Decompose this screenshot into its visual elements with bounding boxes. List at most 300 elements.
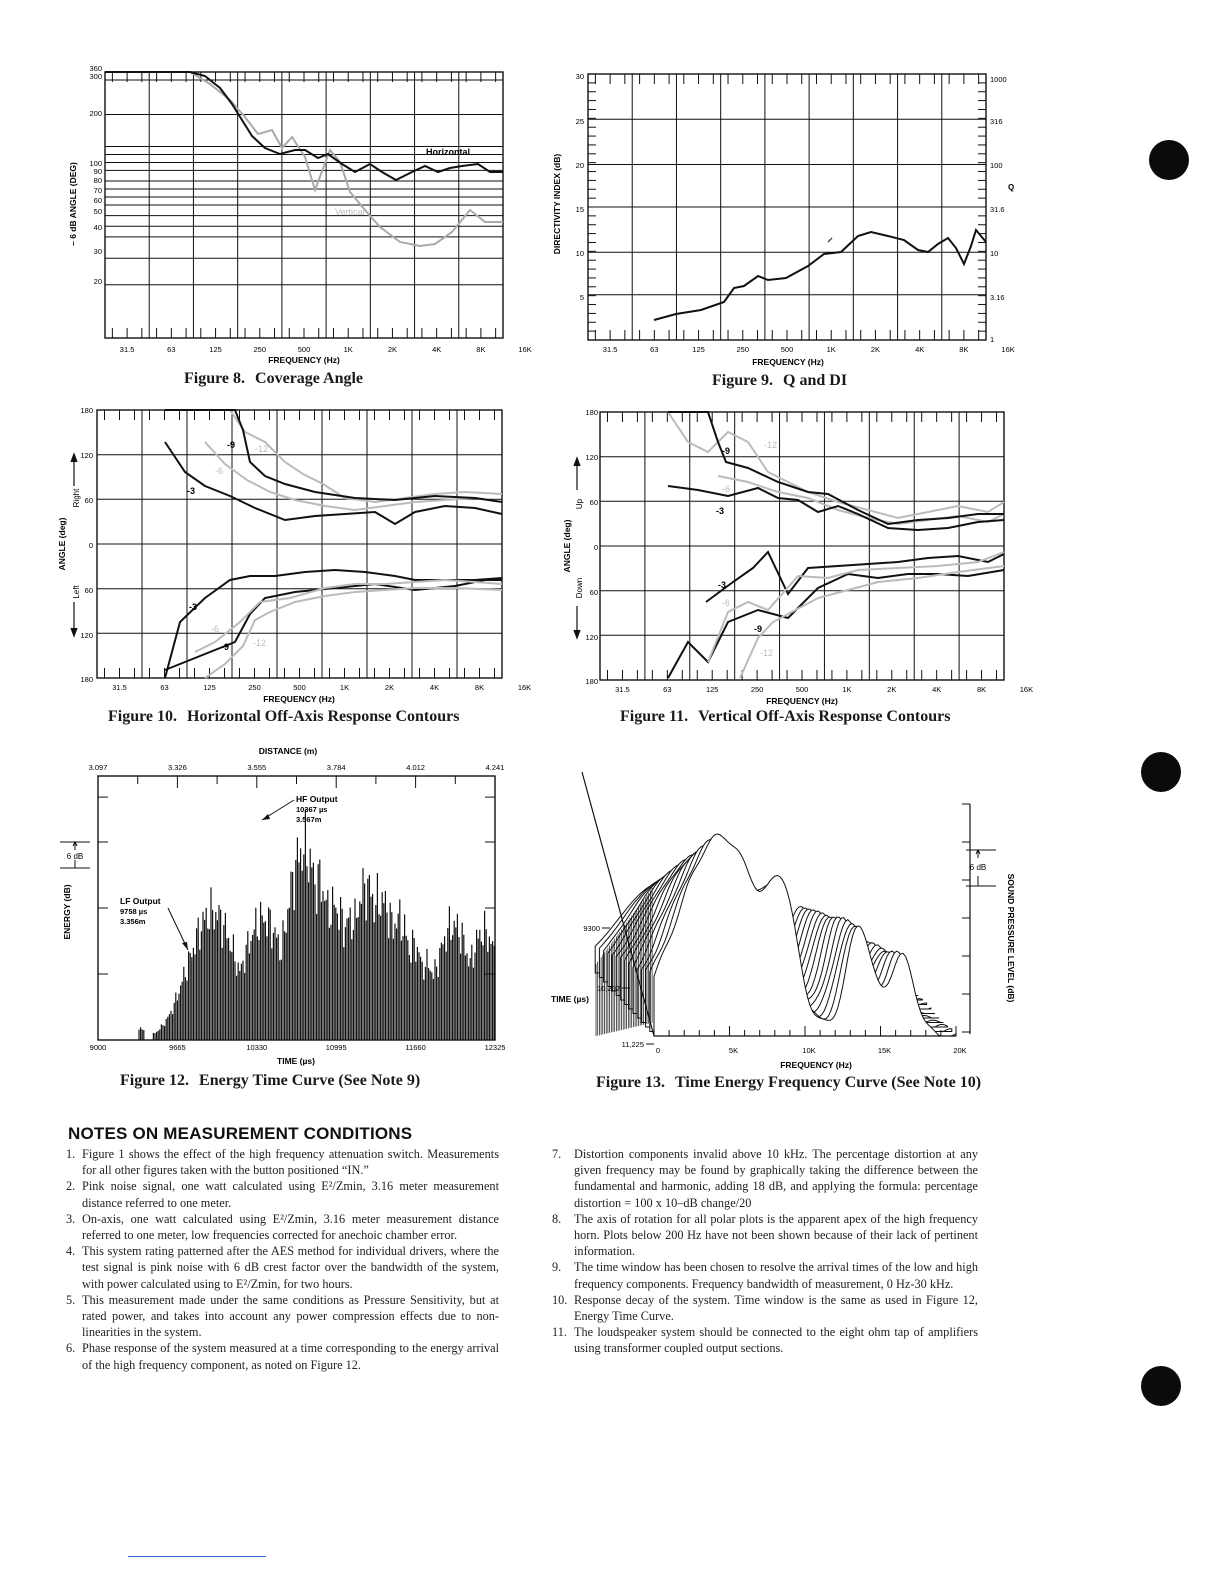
x-tick: 10K <box>802 1046 816 1055</box>
energy-bar <box>406 936 407 1040</box>
energy-bar <box>180 985 181 1040</box>
x-tick: 125 <box>209 345 222 354</box>
energy-bar <box>430 971 431 1040</box>
energy-bar <box>476 930 477 1040</box>
energy-bar <box>218 905 219 1040</box>
energy-bar <box>377 873 378 1040</box>
x-tick: 16K <box>517 683 532 692</box>
energy-bar <box>217 920 218 1040</box>
energy-bar <box>330 925 331 1040</box>
note-item <box>66 1211 499 1243</box>
caption-title: Time Energy Frequency Curve (See Note 10) <box>675 1074 982 1091</box>
caption-title: Q and DI <box>783 372 848 389</box>
contour-label-9-lower: -9 <box>754 624 763 634</box>
figure-8-plot <box>60 62 532 372</box>
energy-bar <box>489 936 490 1040</box>
x-tick: 0 <box>655 1046 661 1055</box>
note-item <box>66 1178 499 1210</box>
energy-bar <box>474 953 475 1040</box>
energy-bar <box>466 953 467 1040</box>
energy-bar <box>351 939 352 1040</box>
caption-number: Figure 13. <box>596 1074 666 1091</box>
x-tick: 20K <box>953 1046 967 1055</box>
x-tick: 125 <box>692 345 705 354</box>
energy-bar <box>404 914 405 1040</box>
energy-bar <box>455 927 456 1040</box>
y-axis-label: ANGLE (deg) <box>562 519 572 573</box>
note-number: 4. <box>66 1244 76 1259</box>
energy-bar <box>367 879 368 1040</box>
energy-bar <box>242 961 243 1040</box>
energy-bar <box>319 860 320 1040</box>
energy-bar <box>298 862 299 1040</box>
note-text: Figure 1 shows the effect of the high frequency attenuation switch. Measurements for all other figures taken with the button positioned “IN.” <box>82 1147 499 1178</box>
energy-bar <box>172 1014 173 1040</box>
x-tick: 1K <box>826 345 836 354</box>
contour-label-9-upper: -9 <box>227 440 236 450</box>
energy-bar <box>276 938 277 1040</box>
energy-bar <box>415 962 416 1040</box>
energy-bar <box>383 903 384 1040</box>
note-number: 3. <box>66 1211 76 1226</box>
contour-label-12-upper: -12 <box>255 444 269 454</box>
energy-bar <box>374 922 375 1040</box>
contour-label-12-lower: -12 <box>253 638 267 648</box>
x-tick: 125 <box>705 685 719 694</box>
energy-bar <box>326 900 327 1040</box>
time-tick: 9300 <box>583 924 600 933</box>
contour-12-upper <box>668 412 1004 518</box>
note-item <box>552 1259 978 1291</box>
energy-bar <box>226 938 227 1040</box>
energy-bar <box>182 982 183 1040</box>
energy-bar <box>492 941 493 1040</box>
time-tick: 10,202 <box>597 984 620 993</box>
energy-bar <box>244 973 245 1040</box>
energy-bar <box>375 905 376 1040</box>
x-tick: 1K <box>842 685 852 694</box>
caption-number: Figure 8. <box>184 370 246 387</box>
y-tick: 200 <box>89 109 102 118</box>
energy-bar <box>322 891 323 1040</box>
x-tick: 250 <box>248 683 261 692</box>
energy-bar <box>468 966 469 1040</box>
note-item <box>552 1211 978 1260</box>
energy-bar <box>479 930 480 1040</box>
x-tick: 63 <box>167 345 176 354</box>
notes-heading: NOTES ON MEASUREMENT CONDITIONS <box>68 1124 413 1143</box>
energy-bar <box>433 979 434 1040</box>
contour-label-3-lower: -3 <box>189 602 198 612</box>
energy-bar <box>428 968 429 1040</box>
x-tick: 500 <box>297 345 311 354</box>
energy-bar <box>161 1024 162 1040</box>
lf-line-1: LF Output <box>120 896 161 906</box>
energy-bar <box>223 925 224 1040</box>
energy-bar <box>446 952 447 1040</box>
energy-bar <box>241 964 242 1040</box>
energy-bar <box>460 954 461 1040</box>
energy-bar <box>294 910 295 1040</box>
note-text: The time window has been chosen to resolve the arrival times of the low and high frequency components. Frequency bandwidth of measurement, 0 Hz-30 kHz. <box>574 1260 978 1291</box>
contour-label-3-upper: -3 <box>716 506 725 516</box>
note-number: 10. <box>552 1292 568 1307</box>
energy-bar <box>335 908 336 1040</box>
energy-bar <box>262 915 263 1040</box>
note-text: Pink noise signal, one watt calculated using E²/Zmin, 3.16 meter measurement distance referred to one meter. <box>82 1179 499 1210</box>
energy-bar <box>369 875 370 1040</box>
energy-bar <box>449 906 450 1040</box>
arrow-up-icon <box>71 454 77 486</box>
energy-bar <box>450 940 451 1040</box>
x-tick: 63 <box>160 683 169 692</box>
energy-bar <box>311 867 312 1040</box>
energy-bar <box>422 962 423 1040</box>
right-direction-label: Right <box>72 488 81 508</box>
lf-line-3: 3.356m <box>120 917 146 926</box>
energy-bar <box>370 897 371 1040</box>
energy-bar <box>310 849 311 1040</box>
energy-bar <box>346 918 347 1040</box>
energy-bar <box>458 937 459 1040</box>
energy-bar <box>202 912 203 1040</box>
energy-bar <box>324 901 325 1040</box>
x-axis-label: FREQUENCY (Hz) <box>780 1060 852 1070</box>
y-axis-label: DIRECTIVITY INDEX (dB) <box>552 153 562 255</box>
y-tick: 100 <box>89 159 102 168</box>
energy-bar <box>486 929 487 1040</box>
x-tick: 16K <box>1019 685 1034 694</box>
energy-bar <box>287 909 288 1040</box>
energy-bar <box>228 938 229 1040</box>
note-text: This measurement made under the same conditions as Pressure Sensitivity, but at rated power, and takes into account any power compression effects due to non-linearities in the system. <box>82 1292 499 1340</box>
x-tick: 500 <box>795 685 809 694</box>
figure-13-time-energy-frequency <box>546 764 1036 1091</box>
energy-bar <box>364 884 365 1040</box>
x-tick: 1K <box>343 345 353 354</box>
energy-bar <box>138 1030 139 1040</box>
figure-9-q-and-di <box>546 62 1026 389</box>
energy-bar <box>390 903 391 1040</box>
energy-bar <box>292 872 293 1040</box>
contour-label-9-upper: -9 <box>722 446 731 456</box>
x-tick: 4K <box>429 683 440 692</box>
energy-bar <box>255 908 256 1040</box>
y-tick: 25 <box>575 117 584 126</box>
energy-bar <box>308 882 309 1040</box>
x-tick: 16K <box>1001 345 1015 354</box>
energy-bar <box>207 928 208 1040</box>
contour-label-12-upper: -12 <box>764 440 778 450</box>
note-item <box>66 1292 499 1341</box>
energy-bar <box>337 913 338 1040</box>
energy-bar <box>142 1029 143 1040</box>
y-tick: 1 <box>990 335 995 344</box>
energy-bar <box>470 958 471 1040</box>
scale-label: 6 dB <box>969 863 987 872</box>
y-tick: 60 <box>589 498 598 507</box>
x-tick: 31.5 <box>112 683 127 692</box>
down-direction-label: Down <box>575 577 584 599</box>
energy-bar <box>378 914 379 1040</box>
arrow-down-icon <box>71 602 77 636</box>
x-tick: 31.5 <box>615 685 630 694</box>
contour-6-lower <box>195 580 502 652</box>
energy-bar <box>362 868 363 1040</box>
energy-bar <box>487 952 488 1040</box>
y-tick: 3.16 <box>990 293 1005 302</box>
energy-bar <box>345 927 346 1040</box>
figure-13-caption <box>596 1074 981 1092</box>
y-tick: 20 <box>93 277 102 286</box>
x-tick: 8K <box>474 683 485 692</box>
y-tick: 60 <box>93 196 102 205</box>
caption-title: Coverage Angle <box>255 370 364 387</box>
energy-bar <box>358 917 359 1040</box>
y-tick: 70 <box>93 186 102 195</box>
caption-title: Horizontal Off-Axis Response Contours <box>187 708 460 725</box>
energy-bar <box>353 930 354 1040</box>
energy-bar <box>159 1029 160 1040</box>
energy-bar <box>316 914 317 1040</box>
figure-11-plot <box>558 402 1034 712</box>
note-number: 11. <box>552 1325 567 1340</box>
energy-bar <box>441 943 442 1040</box>
energy-bar <box>494 946 495 1040</box>
y-tick: 10 <box>575 249 584 258</box>
energy-bar <box>386 913 387 1040</box>
x-tick: 8K <box>476 345 486 354</box>
top-tick: 3.097 <box>88 763 108 772</box>
energy-bar <box>444 936 445 1040</box>
x-axis-label: FREQUENCY (Hz) <box>752 357 824 367</box>
top-tick: 3.326 <box>168 763 187 772</box>
y-axis-label: – 6 dB ANGLE (DEG) <box>68 162 78 246</box>
energy-bar <box>265 921 266 1040</box>
left-direction-label: Left <box>72 585 81 599</box>
energy-bar <box>270 910 271 1040</box>
x-tick: 4K <box>915 345 925 354</box>
energy-bar <box>342 909 343 1040</box>
energy-bar <box>258 940 259 1040</box>
x-tick: 2K <box>387 345 398 354</box>
energy-bar <box>185 977 186 1040</box>
note-item <box>66 1340 499 1372</box>
energy-bar <box>380 916 381 1040</box>
arrow-down-icon <box>574 606 580 638</box>
figure-11-caption <box>620 708 950 726</box>
energy-bar <box>271 948 272 1040</box>
y-tick: 120 <box>585 633 598 642</box>
x-tick: 500 <box>293 683 306 692</box>
energy-bar <box>289 908 290 1040</box>
y-tick: 180 <box>585 677 598 686</box>
energy-bar <box>425 967 426 1040</box>
energy-bar <box>398 914 399 1040</box>
bottom-tick: 10330 <box>246 1043 268 1052</box>
energy-bar <box>418 952 419 1040</box>
energy-bar <box>423 980 424 1040</box>
hf-line-3: 3.567m <box>296 815 322 824</box>
energy-bar <box>318 864 319 1040</box>
note-text: Phase response of the system measured at a time corresponding to the energy arrival of the high frequency component, as noted on Figure 12. <box>82 1341 499 1372</box>
up-direction-label: Up <box>575 498 584 510</box>
x-tick: 2K <box>384 683 395 692</box>
notes-list-right <box>552 1146 978 1357</box>
contour-label-3-upper: -3 <box>187 486 196 496</box>
q-label: Q <box>1008 183 1015 192</box>
energy-bar <box>457 914 458 1040</box>
energy-bar <box>210 887 211 1040</box>
energy-bar <box>396 928 397 1040</box>
x-tick: 63 <box>650 345 659 354</box>
energy-bar <box>257 936 258 1040</box>
note-text: Response decay of the system. Time window is the same as used in Figure 12, Energy Time Curve. <box>574 1292 978 1324</box>
energy-bar <box>164 1026 165 1040</box>
energy-bar <box>394 924 395 1040</box>
energy-bar <box>366 920 367 1040</box>
energy-bar <box>314 884 315 1040</box>
contour-12-upper <box>185 410 502 502</box>
vertical-coverage-curve <box>105 72 503 246</box>
energy-bar <box>175 993 176 1040</box>
energy-bar <box>266 936 267 1040</box>
energy-bar <box>230 951 231 1040</box>
energy-bar <box>438 977 439 1040</box>
y-tick: 120 <box>585 453 598 462</box>
y-tick: 15 <box>575 205 584 214</box>
y-tick: 80 <box>93 176 102 185</box>
x-tick: 2K <box>887 685 897 694</box>
energy-bar <box>407 940 408 1040</box>
x-axis-label: FREQUENCY (Hz) <box>268 355 340 365</box>
x-tick: 125 <box>203 683 216 692</box>
y-tick: 30 <box>575 72 584 81</box>
energy-bar <box>471 945 472 1040</box>
note-text: This system rating patterned after the AES method for individual drivers, where the test signal is pink noise with 6 dB crest factor over the bandwidth of the system, with power calculated using to E²/Zmin, for two hours. <box>82 1244 499 1291</box>
note-text: The axis of rotation for all polar plots is the apparent apex of the high frequency horn. Plots below 200 Hz have not been shown because of their lack of pertinent information. <box>574 1211 978 1259</box>
energy-bar <box>140 1027 141 1040</box>
energy-bar <box>426 949 427 1040</box>
energy-bar <box>302 871 303 1040</box>
energy-bar <box>313 863 314 1040</box>
y-tick: 31.6 <box>990 205 1005 214</box>
horizontal-label: Horizontal <box>426 147 470 157</box>
y-tick: 0 <box>88 541 93 550</box>
y-tick: 20 <box>575 161 584 170</box>
energy-bar <box>274 927 275 1040</box>
y-tick: 360 <box>89 64 102 73</box>
energy-bar <box>222 948 223 1040</box>
energy-bar <box>409 955 410 1040</box>
energy-bar <box>186 981 187 1040</box>
contour-label-3-lower: -3 <box>718 580 727 590</box>
energy-bar <box>206 908 207 1040</box>
x-tick: 8K <box>976 685 987 694</box>
energy-bar <box>295 860 296 1040</box>
x-tick: 500 <box>780 345 794 354</box>
figure-11-vertical-contours <box>558 402 1034 725</box>
energy-bar <box>447 928 448 1040</box>
contour-label-12-lower: -12 <box>760 648 774 658</box>
energy-bar <box>169 1014 170 1040</box>
figure-13-plot <box>546 764 1036 1074</box>
bottom-tick: 10995 <box>325 1043 347 1052</box>
energy-bar <box>321 902 322 1040</box>
energy-bar <box>372 894 373 1040</box>
x-tick: 31.5 <box>602 345 618 354</box>
note-item <box>552 1292 978 1324</box>
note-number: 6. <box>66 1341 76 1356</box>
energy-bar <box>401 941 402 1040</box>
contour-label-6-upper: -6 <box>215 466 224 476</box>
energy-bar <box>284 931 285 1040</box>
notes-list-left <box>66 1146 499 1373</box>
x-tick: 4K <box>932 685 942 694</box>
energy-bar <box>300 848 301 1040</box>
energy-bar <box>191 957 192 1040</box>
energy-bar <box>199 950 200 1040</box>
arrow-up-icon <box>574 458 580 490</box>
y-tick: 100 <box>990 161 1003 170</box>
energy-bar <box>354 899 355 1040</box>
energy-bar <box>154 1033 155 1040</box>
y-tick: 60 <box>589 588 598 597</box>
energy-bar <box>196 928 197 1040</box>
horizontal-coverage-curve <box>105 72 503 180</box>
energy-bar <box>236 976 237 1040</box>
x-tick: 31.5 <box>119 345 135 354</box>
energy-bar <box>238 962 239 1040</box>
energy-bar <box>385 891 386 1040</box>
y-tick: 120 <box>80 451 93 460</box>
energy-bar <box>246 945 247 1040</box>
x-tick: 63 <box>663 685 672 694</box>
energy-bar <box>431 972 432 1040</box>
energy-bar <box>420 957 421 1040</box>
lf-line-2: 9758 µs <box>120 907 148 916</box>
energy-bar <box>290 872 291 1040</box>
note-item <box>552 1324 978 1356</box>
caption-number: Figure 9. <box>712 372 774 389</box>
energy-bar <box>252 935 253 1040</box>
y-axis-label: ANGLE (deg) <box>57 517 67 571</box>
energy-bar <box>214 929 215 1040</box>
energy-bar <box>402 936 403 1040</box>
y-tick: 316 <box>990 117 1003 126</box>
x-tick: 5K <box>728 1046 739 1055</box>
figure-10-caption <box>108 708 459 726</box>
energy-bar <box>250 941 251 1040</box>
energy-bar <box>359 901 360 1040</box>
energy-bar <box>278 934 279 1040</box>
energy-bar <box>254 929 255 1040</box>
right-axis-label: SOUND PRESSURE LEVEL (dB) <box>1006 873 1016 1003</box>
energy-bar <box>215 912 216 1040</box>
x-tick: 250 <box>253 345 267 354</box>
energy-bar <box>201 931 202 1040</box>
hf-line-1: HF Output <box>296 794 338 804</box>
energy-bar <box>198 918 199 1040</box>
y-tick: 180 <box>80 406 93 415</box>
x-axis-label: FREQUENCY (Hz) <box>766 696 838 706</box>
energy-bar <box>462 923 463 1040</box>
bottom-tick: 9665 <box>169 1043 186 1052</box>
figure-12-energy-time-curve <box>58 742 518 1089</box>
note-number: 8. <box>552 1211 562 1226</box>
energy-bar <box>231 952 232 1040</box>
energy-bar <box>436 967 437 1040</box>
